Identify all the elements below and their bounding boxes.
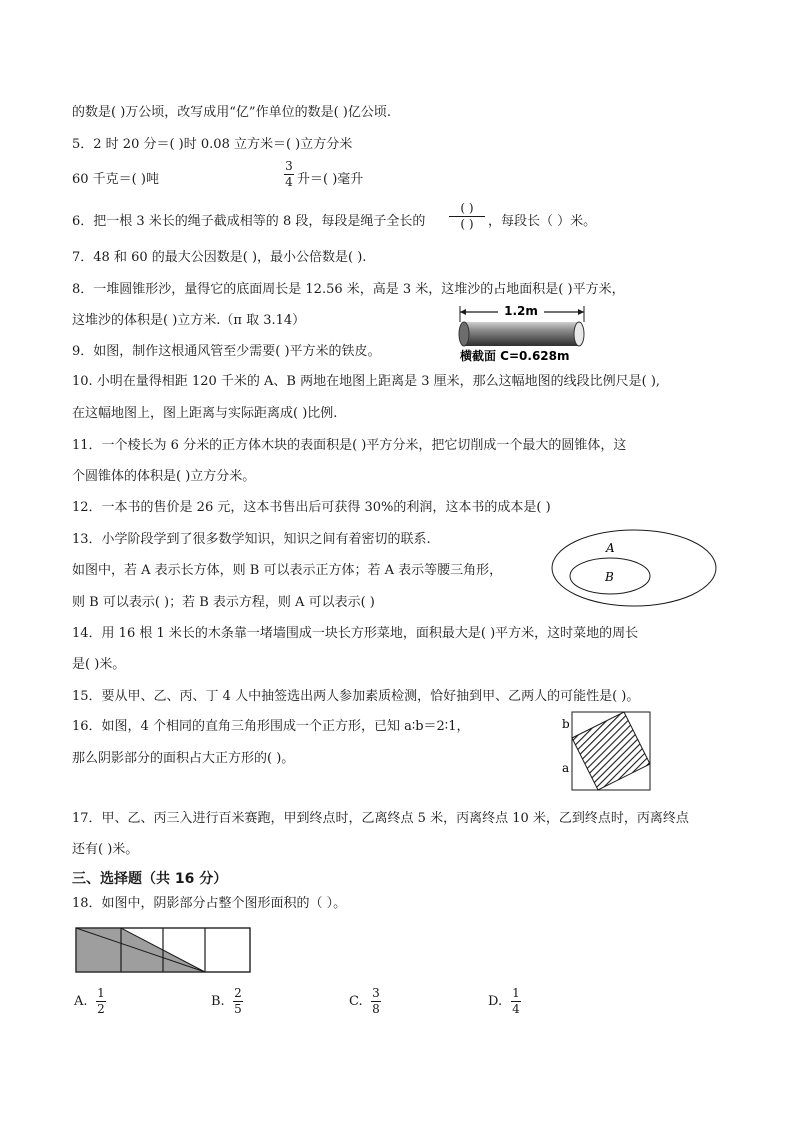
option-d-label[interactable]: D. xyxy=(488,994,503,1009)
pipe-length-label: 1.2m xyxy=(504,304,538,318)
question-16-line-1: 16．如图，4 个相同的直角三角形围成一个正方形，已知 a∶b＝2∶1， xyxy=(72,719,470,734)
fraction-denominator: 4 xyxy=(285,175,293,189)
option-d-fraction[interactable] xyxy=(511,987,521,1016)
question-15: 15．要从甲、乙、丙、丁 4 人中抽签选出两人参加素质检测，恰好抽到甲、乙两人的可能性是( )。 xyxy=(72,689,640,704)
question-17-line-1: 17．甲、乙、丙三入进行百米赛跑，甲到终点时，乙离终点 5 米，丙离终点 10 米，乙到终点时，丙离终点 xyxy=(72,811,689,826)
question-14-line-1: 14．用 16 根 1 米长的木条靠一堵墙围成一块长方形菜地，面积最大是( )平方米，这时菜地的周长 xyxy=(72,626,639,641)
question-13-line-2: 如图中，若 A 表示长方体，则 B 可以表示正方体；若 A 表示等腰三角形， xyxy=(72,563,503,578)
question-4-line-2: 的数是( )万公顷，改写成用“亿”作单位的数是( )亿公顷. xyxy=(72,105,391,120)
question-12: 12．一本书的售价是 26 元，这本书售出后可获得 30%的利润，这本书的成本是( ) xyxy=(72,500,551,515)
question-5-part-a: 60 千克＝( )吨 xyxy=(72,172,159,187)
question-17-line-2: 还有( )米。 xyxy=(72,842,139,857)
question-14-line-2: 是( )米。 xyxy=(72,657,126,672)
question-5-fraction xyxy=(284,160,294,189)
option-c-label[interactable]: C. xyxy=(349,994,363,1009)
label-a: a xyxy=(562,761,570,775)
question-16-line-2: 那么阴影部分的面积占大正方形的( )。 xyxy=(72,751,295,766)
arrowhead-right-icon xyxy=(578,309,584,315)
question-8-line-1: 8．一堆圆锥形沙，量得它的底面周长是 12.56 米，高是 3 米，这堆沙的占地面积是( )平方米， xyxy=(72,282,625,297)
pipe-body xyxy=(464,322,579,346)
question-10-line-2: 在这幅地图上，图上距离与实际距离成( )比例. xyxy=(72,406,338,421)
fraction-denominator: 2 xyxy=(97,1002,105,1016)
fraction-numerator: ( ) xyxy=(460,201,474,215)
option-a-label[interactable]: A. xyxy=(74,994,88,1009)
question-11-line-1: 11．一个棱长为 6 分米的正方体木块的表面积是( )平方分米，把它切削成一个最大的圆锥体，这 xyxy=(72,438,627,453)
section-heading-choice: 三、选择题（共 16 分） xyxy=(72,871,228,887)
fraction-denominator: 4 xyxy=(512,1002,520,1016)
pipe-figure xyxy=(458,302,588,362)
option-a-fraction[interactable] xyxy=(96,987,106,1016)
label-b: b xyxy=(562,717,570,731)
fraction-numerator: 3 xyxy=(372,986,380,1000)
question-6-suffix: ，每段长（ ）米。 xyxy=(488,214,597,229)
fraction-numerator: 2 xyxy=(234,986,242,1000)
question-11-line-2: 个圆锥体的体积是( )立方分米。 xyxy=(72,469,256,484)
question-6-fraction xyxy=(449,202,485,231)
question-13-line-3: 则 B 可以表示( )；若 B 表示方程，则 A 可以表示( ) xyxy=(72,595,375,610)
question-7: 7．48 和 60 的最大公因数是( )，最小公倍数是( ). xyxy=(72,250,367,265)
question-8-line-2: 这堆沙的体积是( )立方米.（π 取 3.14） xyxy=(72,313,306,328)
fraction-numerator: 1 xyxy=(512,986,520,1000)
fraction-denominator: ( ) xyxy=(460,217,474,231)
fraction-denominator: 5 xyxy=(234,1002,242,1016)
option-c-fraction[interactable] xyxy=(371,987,381,1016)
question-5-part-b: 升＝( )毫升 xyxy=(297,172,364,187)
fraction-denominator: 8 xyxy=(372,1002,380,1016)
question-5-line-1: 5．2 时 20 分＝( )时 0.08 立方米＝( )立方分米 xyxy=(72,137,353,152)
arrowhead-left-icon xyxy=(460,309,466,315)
pipe-caption: 横截面 C=0.628m xyxy=(460,349,570,363)
ellipse-label-b: B xyxy=(605,570,614,584)
question-13-line-1: 13．小学阶段学到了很多数学知识，知识之间有着密切的联系. xyxy=(72,532,431,547)
square-figure xyxy=(560,710,660,792)
question-9: 9．如图，制作这根通风管至少需要( )平方米的铁皮。 xyxy=(72,344,381,359)
pipe-end xyxy=(574,322,584,346)
question-6-prefix: 6．把一根 3 米长的绳子截成相等的 8 段，每段是绳子全长的 xyxy=(72,214,426,229)
nested-ellipses-figure xyxy=(550,528,718,608)
outer-ellipse xyxy=(552,530,716,606)
grid-shaded-figure xyxy=(74,926,254,974)
option-b-fraction[interactable] xyxy=(233,987,243,1016)
question-10-line-1: 10. 小明在量得相距 120 千米的 A、B 两地在地图上距离是 3 厘米，那么这幅地图的线段比例尺是( ), xyxy=(72,374,661,389)
option-b-label[interactable]: B. xyxy=(211,994,225,1009)
ellipse-label-a: A xyxy=(606,541,615,555)
question-18: 18．如图中，阴影部分占整个图形面积的（ ）。 xyxy=(72,896,347,911)
fraction-numerator: 1 xyxy=(97,986,105,1000)
fraction-numerator: 3 xyxy=(285,159,293,173)
